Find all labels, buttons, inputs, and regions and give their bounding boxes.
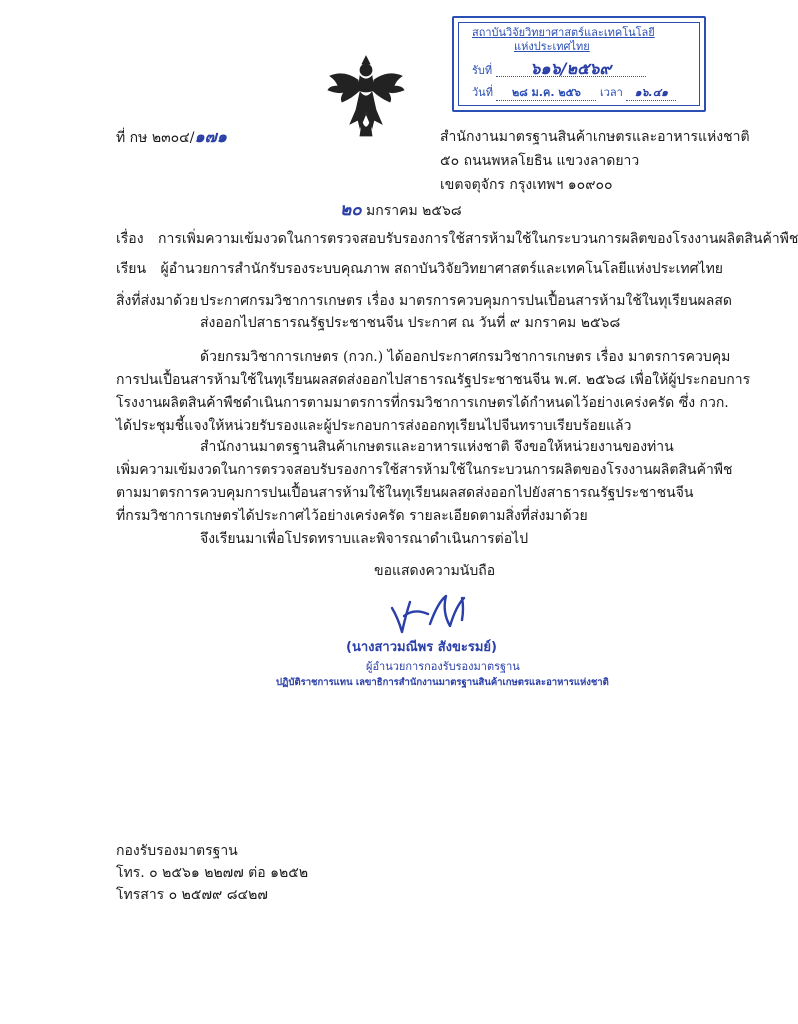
sender-address-line2: ๕๐ ถนนพหลโยธิน แขวงลาดยาว bbox=[440, 153, 640, 169]
recipient-label: เรียน bbox=[116, 261, 147, 277]
date-day-handwritten: ๒๐ bbox=[340, 200, 362, 220]
handwritten-signature-icon bbox=[384, 588, 494, 638]
paragraph-line: ที่กรมวิชาการเกษตรได้ประกาศไว้อย่างเคร่งครัด รายละเอียดตามสิ่งที่ส่งมาด้วย bbox=[116, 508, 588, 524]
body-paragraph-2 bbox=[116, 436, 733, 528]
stamp-date-label: วันที่ bbox=[472, 86, 493, 99]
signatory-position-2: ปฏิบัติราชการแทน เลขาธิการสำนักงานมาตรฐานสินค้าเกษตรและอาหารแห่งชาติ bbox=[276, 677, 609, 688]
stamp-date-value: ๒๘ ม.ค. ๒๕๖ bbox=[496, 86, 596, 101]
reference-handwritten-number: ๑๗๑ bbox=[194, 127, 227, 146]
signatory-position-1: ผู้อำนวยการกองรับรองมาตรฐาน bbox=[366, 660, 520, 673]
paragraph-line: โรงงานผลิตสินค้าพืชดำเนินการตามมาตรการที่กรมวิชาการเกษตรได้กำหนดไว้อย่างเคร่งครัด ซึ่ง กวก. bbox=[116, 395, 729, 411]
stamp-received-row bbox=[472, 59, 694, 78]
stamp-org-line1: สถาบันวิจัยวิทยาศาสตร์และเทคโนโลยี bbox=[472, 26, 655, 39]
reference-number bbox=[116, 128, 227, 147]
garuda-emblem-icon bbox=[326, 52, 406, 142]
stamp-time-value: ๑๖.๔๑ bbox=[626, 86, 676, 101]
stamp-time-label: เวลา bbox=[599, 86, 623, 99]
date-month-year: มกราคม ๒๕๖๘ bbox=[366, 203, 462, 219]
enclosure-line1: ประกาศกรมวิชาการเกษตร เรื่อง มาตรการควบคุมการปนเปื้อนสารห้ามใช้ในทุเรียนผลสด bbox=[200, 293, 732, 309]
enclosure-label: สิ่งที่ส่งมาด้วย bbox=[116, 293, 199, 309]
paragraph-line: ตามมาตรการควบคุมการปนเปื้อนสารห้ามใช้ในทุเรียนผลสดส่งออกไปยังสาธารณรัฐประชาชนจีน bbox=[116, 485, 694, 501]
stamp-received-label: รับที่ bbox=[472, 64, 493, 77]
sender-address-line1: สำนักงานมาตรฐานสินค้าเกษตรและอาหารแห่งชาติ bbox=[440, 129, 750, 145]
footer-phone: โทร. ๐ ๒๕๖๑ ๒๒๗๗ ต่อ ๑๒๕๒ bbox=[116, 865, 309, 881]
recipient-text: ผู้อำนวยการสำนักรับรองระบบคุณภาพ สถาบันวิจัยวิทยาศาสตร์และเทคโนโลยีแห่งประเทศไทย bbox=[160, 261, 723, 277]
paragraph-line: การปนเปื้อนสารห้ามใช้ในทุเรียนผลสดส่งออกไปสาธารณรัฐประชาชนจีน พ.ศ. ๒๕๖๘ เพื่อให้ผู้ประกอบการ bbox=[116, 372, 751, 388]
received-stamp bbox=[452, 16, 706, 112]
signatory-name: (นางสาวมณีพร สังขะรมย์) bbox=[346, 640, 497, 655]
paragraph-line: ได้ประชุมชี้แจงให้หน่วยรับรองและผู้ประกอบการส่งออกทุเรียนไปจีนทราบเรียบร้อยแล้ว bbox=[116, 418, 632, 434]
paragraph-line: เพิ่มความเข้มงวดในการตรวจสอบรับรองการใช้สารห้ามใช้ในกระบวนการผลิตของโรงงานผลิตสินค้าพืช bbox=[116, 462, 733, 478]
subject-label: เรื่อง bbox=[116, 231, 144, 247]
reference-label: ที่ กษ ๒๓๐๔/ bbox=[116, 130, 195, 146]
subject-text: การเพิ่มความเข้มงวดในการตรวจสอบรับรองการใช้สารห้ามใช้ในกระบวนการผลิตของโรงงานผลิตสินค้าพืช bbox=[158, 231, 798, 247]
sender-address bbox=[440, 128, 750, 194]
enclosure-line2: ส่งออกไปสาธารณรัฐประชาชนจีน ประกาศ ณ วันที่ ๙ มกราคม ๒๕๖๘ bbox=[200, 315, 621, 331]
recipient-row bbox=[116, 260, 723, 278]
footer-division: กองรับรองมาตรฐาน bbox=[116, 843, 238, 859]
stamp-received-number: ๖๑๖/๒๕๖๙ bbox=[496, 62, 646, 77]
letter-date bbox=[340, 201, 462, 220]
paragraph-line: ด้วยกรมวิชาการเกษตร (กวก.) ได้ออกประกาศกรมวิชาการเกษตร เรื่อง มาตรการควบคุม bbox=[200, 349, 731, 365]
stamp-org-line2: แห่งประเทศไทย bbox=[514, 40, 590, 53]
closing-salutation: ขอแสดงความนับถือ bbox=[374, 563, 496, 579]
paragraph-line: สำนักงานมาตรฐานสินค้าเกษตรและอาหารแห่งชาติ จึงขอให้หน่วยงานของท่าน bbox=[200, 439, 674, 455]
footer-fax: โทรสาร ๐ ๒๕๗๙ ๘๔๒๗ bbox=[116, 887, 268, 903]
sender-address-line3: เขตจตุจักร กรุงเทพฯ ๑๐๙๐๐ bbox=[440, 177, 613, 193]
body-paragraph-3: จึงเรียนมาเพื่อโปรดทราบและพิจารณาดำเนินการต่อไป bbox=[200, 531, 529, 547]
body-paragraph-1 bbox=[116, 346, 750, 438]
subject-row bbox=[116, 230, 798, 248]
stamp-date-row bbox=[472, 86, 694, 101]
